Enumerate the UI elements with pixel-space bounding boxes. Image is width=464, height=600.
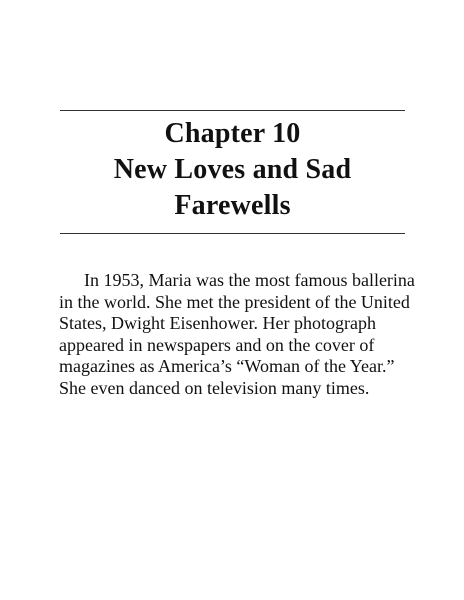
paragraph-line: In 1953, Maria was the most famous ballerina bbox=[84, 270, 415, 290]
paragraph-line: magazines as America’s “Woman of the Year.” bbox=[59, 356, 395, 376]
paragraph-line: States, Dwight Eisenhower. Her photograph bbox=[59, 313, 376, 333]
chapter-title-line-2: Farewells bbox=[174, 190, 291, 221]
chapter-title-line-1: New Loves and Sad bbox=[113, 154, 352, 185]
top-divider bbox=[60, 110, 405, 111]
bottom-divider bbox=[60, 233, 405, 234]
paragraph-line: She even danced on television many times. bbox=[59, 377, 370, 398]
chapter-number: Chapter 10 bbox=[164, 118, 301, 149]
paragraph-line: appeared in newspapers and on the cover of bbox=[59, 334, 375, 355]
paragraph-line: in the world. She met the president of the United bbox=[59, 291, 410, 312]
body-paragraph bbox=[59, 270, 415, 399]
chapter-heading bbox=[60, 116, 405, 224]
